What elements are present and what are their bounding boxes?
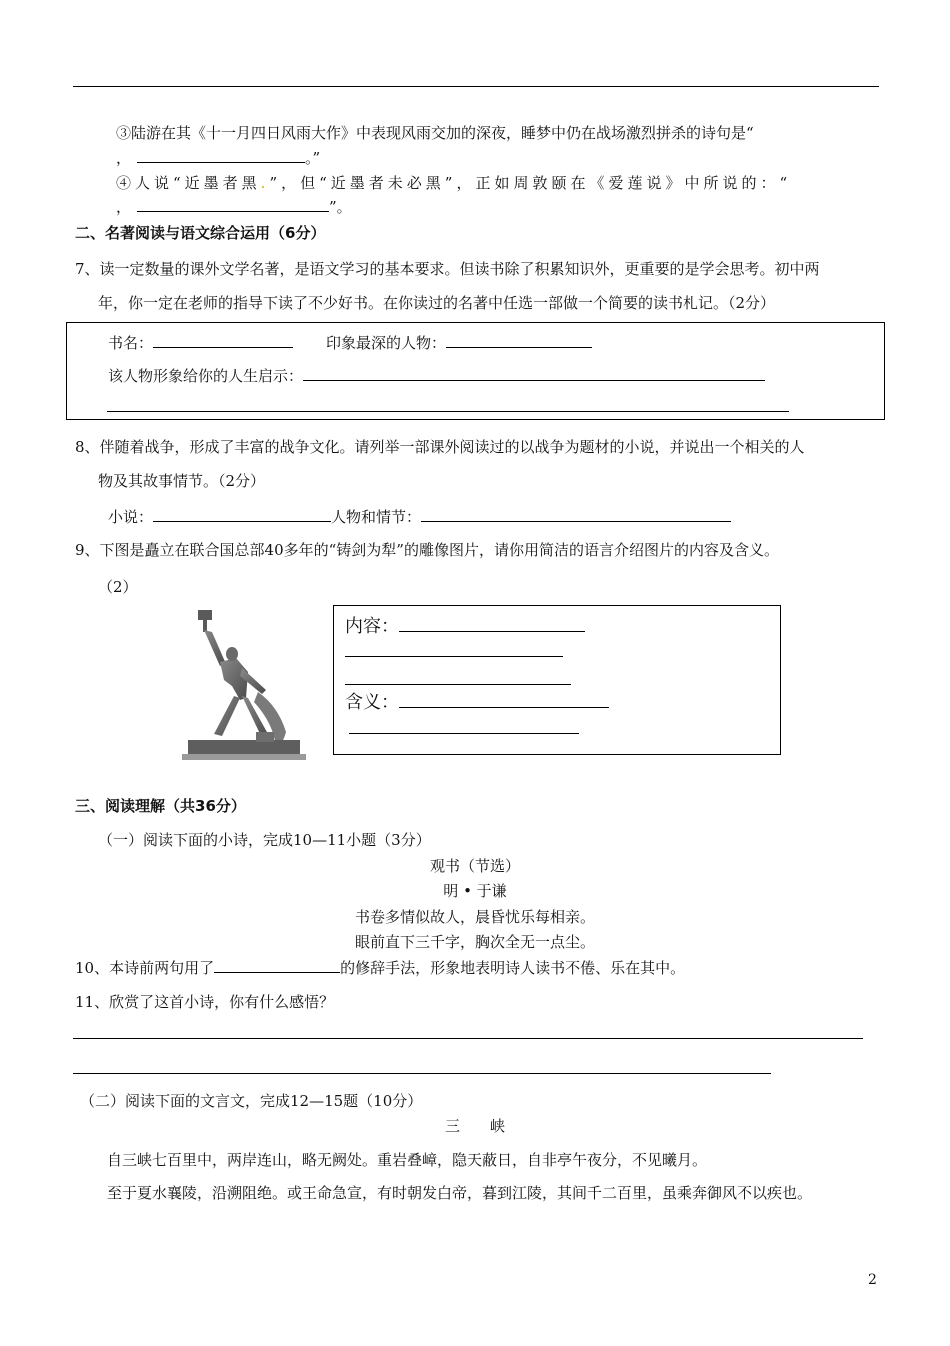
person-label: 印象最深的人物： xyxy=(326,331,592,353)
content-label: 内容： xyxy=(345,612,585,638)
insight-blank-2[interactable] xyxy=(107,411,789,412)
content-blank-2[interactable] xyxy=(345,656,563,657)
meaning-blank[interactable] xyxy=(399,689,609,708)
plot-blank[interactable] xyxy=(421,505,731,522)
page-number: 2 xyxy=(868,1272,877,1288)
q8-line2: 物及其故事情节。（2分） xyxy=(98,472,266,490)
q3-text: ③陆游在其《十一月四日风雨大作》中表现风雨交加的深夜，睡梦中仍在战场激烈拼杀的诗句是“ xyxy=(116,124,754,142)
content-blank-3[interactable] xyxy=(345,684,571,685)
content-blank[interactable] xyxy=(399,613,585,632)
q3-blank[interactable] xyxy=(137,146,305,163)
book-name-blank[interactable] xyxy=(153,331,293,348)
book-name-label: 书名： xyxy=(108,331,293,353)
section3-title: 三、阅读理解（共36分） xyxy=(75,797,246,815)
q4-answer-line: ， ”。 xyxy=(116,195,352,217)
q4-blank[interactable] xyxy=(137,195,329,212)
classical-paragraph-2: 至于夏水襄陵，沿溯阻绝。或王命急宣，有时朝发白帝，暮到江陵，其间千二百里，虽乘奔御风不以疾也。 xyxy=(107,1184,813,1202)
person-blank[interactable] xyxy=(446,331,592,348)
meaning-label: 含义： xyxy=(345,688,609,714)
meaning-blank-2[interactable] xyxy=(349,733,579,734)
poem-title: 观书（节选） xyxy=(429,857,520,875)
q7-line2: 年，你一定在老师的指导下读了不少好书。在你读过的名著中任选一部做一个简要的读书札记。（2分） xyxy=(98,294,776,312)
highlight-dot: . xyxy=(260,174,270,192)
q8-line1: 8、伴随着战争，形成了丰富的战争文化。请列举一部课外阅读过的以战争为题材的小说，并说出一个相关的人 xyxy=(75,438,805,456)
q9-score: （2） xyxy=(98,578,138,596)
insight-blank[interactable] xyxy=(303,364,765,381)
insight-label: 该人物形象给你的人生启示： xyxy=(108,364,765,386)
q10-blank[interactable] xyxy=(214,956,340,973)
q9-line1: 9、下图是矗立在联合国总部40多年的“铸剑为犁”的雕像图片，请你用简洁的语言介绍图片的内容及含义。 xyxy=(75,541,779,559)
swords-to-plowshares-statue-image xyxy=(182,606,306,760)
poem-line-1: 书卷多情似故人，晨昏忧乐每相亲。 xyxy=(354,908,595,926)
novel-label: 小说： 人物和情节： xyxy=(108,505,731,527)
q11-text: 11、欣赏了这首小诗，你有什么感悟？ xyxy=(75,993,335,1011)
q11-answer-line-2[interactable] xyxy=(73,1073,771,1074)
classical-paragraph-1: 自三峡七百里中，两岸连山，略无阙处。重岩叠嶂，隐天蔽日，自非亭午夜分，不见曦月。 xyxy=(107,1151,708,1169)
q11-answer-line-1[interactable] xyxy=(73,1038,863,1039)
q4-text: ④人说“近墨者黑.”，但“近墨者未必黑”，正如周敦颐在《爱莲说》中所说的：“ xyxy=(116,174,792,192)
poem-line-2: 眼前直下三千字，胸次全无一点尘。 xyxy=(354,933,595,951)
novel-blank[interactable] xyxy=(153,505,331,522)
q7-line1: 7、读一定数量的课外文学名著，是语文学习的基本要求。但读书除了积累知识外，更重要的是学会思考。初中两 xyxy=(75,260,820,278)
part2-intro: （二）阅读下面的文言文，完成12—15题（10分） xyxy=(80,1092,423,1110)
q10-text: 10、本诗前两句用了 的修辞手法，形象地表明诗人读书不倦、乐在其中。 xyxy=(75,956,685,978)
section2-title: 二、名著阅读与语文综合运用（6分） xyxy=(75,224,326,242)
part1-intro: （一）阅读下面的小诗，完成10—11小题（3分） xyxy=(98,831,431,849)
header-rule xyxy=(73,86,879,87)
poem-author: 明 • 于谦 xyxy=(443,882,507,900)
q3-answer-line: ， 。” xyxy=(116,146,320,168)
classical-title: 三 峡 xyxy=(444,1117,505,1135)
